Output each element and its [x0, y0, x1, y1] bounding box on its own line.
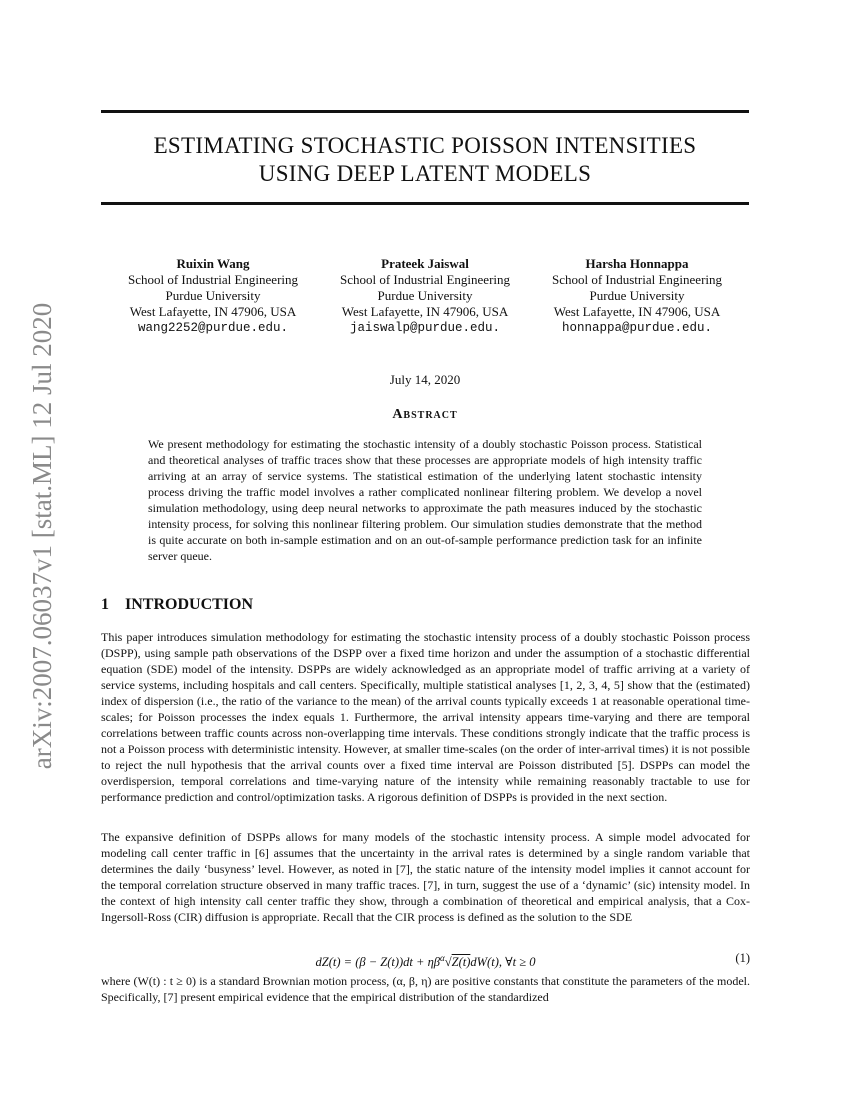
- author-block-2: [310, 256, 540, 336]
- paper-title: [101, 132, 749, 188]
- author-block-3: [522, 256, 752, 336]
- sqrt-argument: Z(t): [451, 955, 471, 969]
- equation-body: [101, 948, 750, 972]
- section-title: INTRODUCTION: [125, 596, 254, 613]
- title-top-rule: [101, 110, 749, 113]
- author-department: School of Industrial Engineering: [339, 272, 511, 287]
- author-email[interactable]: wang2252@purdue.edu.: [137, 321, 289, 335]
- author-address: West Lafayette, IN 47906, USA: [341, 304, 509, 319]
- cir-equation: [101, 948, 750, 968]
- equation-rhs: dW(t), ∀t ≥ 0: [470, 955, 536, 969]
- author-name: Harsha Honnappa: [585, 256, 689, 271]
- equation-exponent: α: [440, 953, 445, 963]
- abstract-heading: Abstract: [392, 407, 458, 422]
- intro-paragraph-2: The expansive definition of DSPPs allows for many models of the stochastic intensity process. A simple model advocated for modeling call center traffic in [6] assumes that the uncertainty in the arrival rates is determined by a single random variable that determines the daily ‘busyness’ level. However, as noted in [7], the static nature of the intensity model implies it cannot account for the temporal correlation structure observed in many traffic traces. [7], in turn, suggest the use of a ‘dynamic’ (sic) intensity model. In the context of high intensity call center traffic they show, through a combination of theoretical and empirical analysis, that a Cox-Ingersoll-Ross (CIR) diffusion is appropriate. Recall that the CIR process is defined as the solution to the SDE: [101, 830, 750, 924]
- sqrt-symbol: √: [444, 955, 452, 969]
- author-block-1: [98, 256, 328, 336]
- author-university: Purdue University: [589, 288, 685, 303]
- paper-title-line-1: ESTIMATING STOCHASTIC POISSON INTENSITIES: [153, 133, 697, 158]
- author-address: West Lafayette, IN 47906, USA: [129, 304, 297, 319]
- publication-date: July 14, 2020: [389, 372, 461, 387]
- equation-lhs: dZ(t) = (β − Z(t))dt + ηβ: [315, 955, 441, 969]
- author-department: School of Industrial Engineering: [127, 272, 299, 287]
- arxiv-identifier: arXiv:2007.06037v1 [stat.ML] 12 Jul 2020: [27, 302, 57, 770]
- paper-title-line-2: USING DEEP LATENT MODELS: [258, 161, 592, 186]
- author-name: Ruixin Wang: [176, 256, 250, 271]
- author-university: Purdue University: [165, 288, 261, 303]
- author-department: School of Industrial Engineering: [551, 272, 723, 287]
- intro-paragraph-1: This paper introduces simulation methodology for estimating the stochastic intensity process of a doubly stochastic Poisson process (DSPP), using sample path observations of the DSPP over a fixed time horizon and under the assumption of a stochastic differential equation (SDE) model of the intensity. DSPPs are widely acknowledged as an appropriate model of traffic arriving at a variety of service systems, including hospitals and call centers. Specifically, multiple statistical analyses [1, 2, 3, 4, 5] show that the (estimated) index of dispersion (i.e., the ratio of the variance to the mean) of the arrival counts typically exceeds 1 at reasonable operational time-scales; for Poisson processes the index equals 1. Furthermore, the arrival intensity appears time-varying and there are temporal correlations between traffic counts across non-overlapping time intervals. These conditions strongly indicate that the traffic process is not a Poisson process with deterministic intensity. However, at smaller time-scales (on the order of inter-arrival times) it is not possible to reject the null hypothesis that the arrival counts over a fixed time interval are Poisson distributed [5]. DSPPs can model the overdispersion, temporal correlations and time-varying nature of the intensity while remaining reasonably tractable to use for performance prediction and control/optimization tasks. A rigorous definition of DSPPs is provided in the next section.: [101, 630, 750, 804]
- title-bottom-rule: [101, 202, 749, 205]
- author-university: Purdue University: [377, 288, 473, 303]
- intro-paragraph-3: where (W(t) : t ≥ 0) is a standard Brownian motion process, (α, β, η) are positive constants that constitute the parameters of the model. Specifically, [7] present empirical evidence that the empirical distribution of the standardized: [101, 974, 750, 1004]
- section-number: 1: [101, 596, 109, 613]
- abstract-text: We present methodology for estimating the stochastic intensity of a doubly stochastic Poisson process. Statistical and theoretical analyses of traffic traces show that these processes are appropriate models of high intensity traffic arriving at an array of service systems. The statistical estimation of the underlying latent stochastic intensity process driving the traffic model involves a rather complicated nonlinear filtering problem. We develop a novel simulation methodology, using deep neural networks to approximate the path measures induced by the stochastic intensity process, for solving this nonlinear filtering problem. Our simulation studies demonstrate that the method is quite accurate on both in-sample estimation and on an out-of-sample performance prediction task for an infinite server queue.: [148, 437, 702, 563]
- equation-number: (1): [735, 951, 750, 965]
- author-email[interactable]: jaiswalp@purdue.edu.: [349, 321, 501, 335]
- author-name: Prateek Jaiswal: [381, 256, 469, 271]
- author-email[interactable]: honnappa@purdue.edu.: [561, 321, 713, 335]
- section-heading-introduction: [101, 595, 253, 615]
- author-address: West Lafayette, IN 47906, USA: [553, 304, 721, 319]
